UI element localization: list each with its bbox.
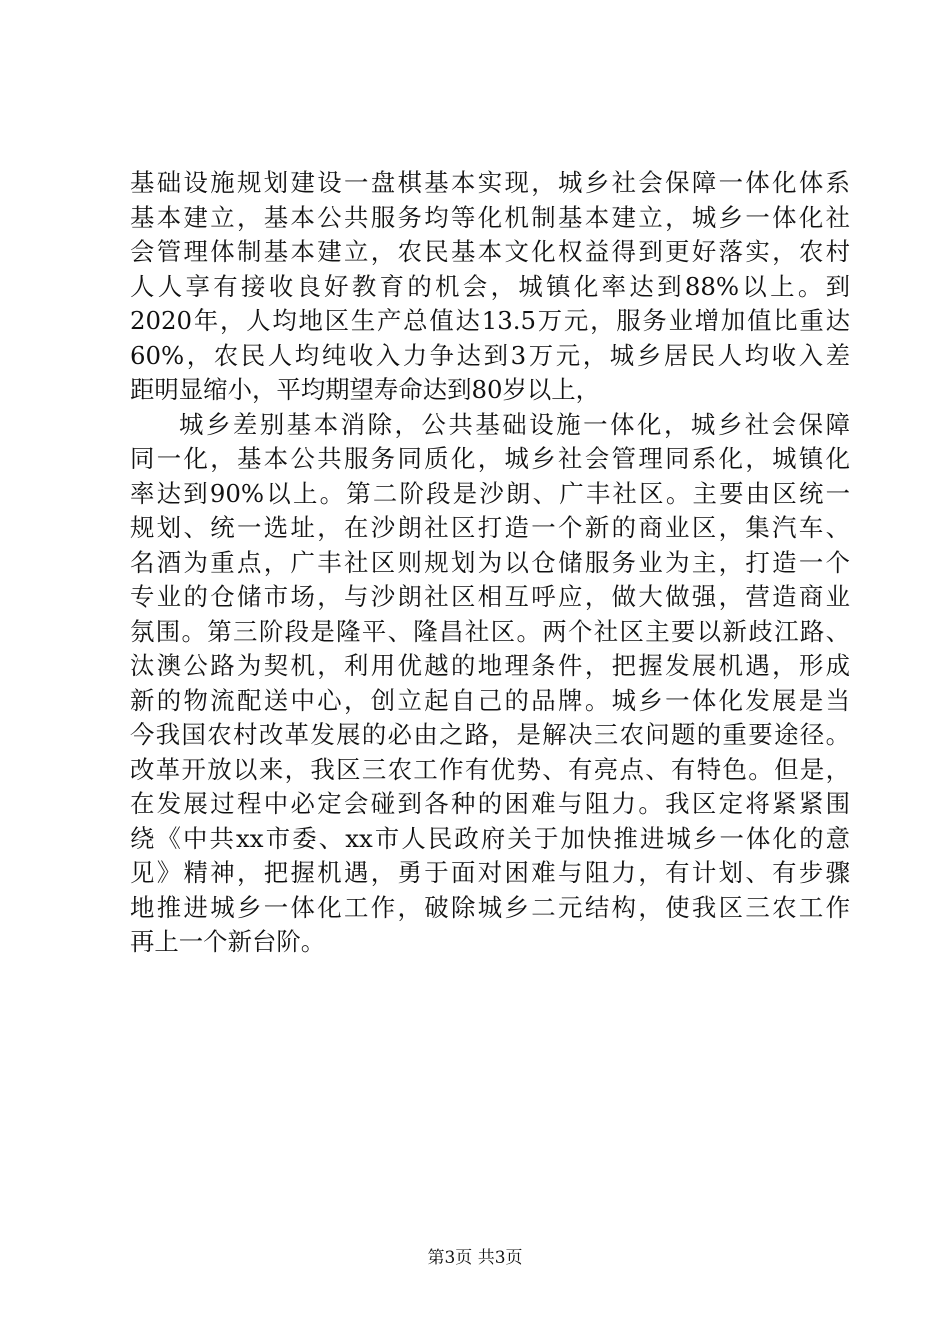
text-line: 距明显缩小，平均期望寿命达到80岁以上， — [130, 375, 601, 404]
text-line: 60%，农民人均纯收入力争达到3万元，城乡居民人均收入差 — [130, 340, 850, 370]
text-line: 绕《中共xx市委、xx市人民政府关于加快推进城乡一体化的意 — [130, 823, 850, 853]
text-line: 见》精神，把握机遇，勇于面对困难与阻力，有计划、有步骤 — [130, 858, 850, 887]
text-line: 基础设施规划建设一盘棋基本实现，城乡社会保障一体化体系 — [130, 168, 850, 197]
text-line: 同一化，基本公共服务同质化，城乡社会管理同系化，城镇化 — [130, 444, 850, 473]
text-line: 名酒为重点，广丰社区则规划为以仓储服务业为主，打造一个 — [130, 547, 850, 577]
text-line: 再上一个新台阶。 — [130, 927, 326, 956]
text-line: 今我国农村改革发展的必由之路，是解决三农问题的重要途径。 — [130, 720, 850, 749]
text-line: 专业的仓储市场，与沙朗社区相互呼应，做大做强，营造商业 — [130, 582, 850, 611]
text-line: 2020年，人均地区生产总值达13.5万元，服务业增加值比重达 — [130, 306, 850, 335]
text-line: 新的物流配送中心，创立起自己的品牌。城乡一体化发展是当 — [130, 685, 850, 715]
text-line: 基本建立，基本公共服务均等化机制基本建立，城乡一体化社 — [130, 202, 850, 232]
text-line: 率达到90%以上。第二阶段是沙朗、广丰社区。主要由区统一 — [130, 478, 850, 508]
text-line: 规划、统一选址，在沙朗社区打造一个新的商业区，集汽车、 — [130, 513, 850, 542]
text-line: 改革开放以来，我区三农工作有优势、有亮点、有特色。但是， — [130, 754, 850, 784]
page-footer: 第3页 共3页 — [427, 1248, 523, 1268]
text-line: 氛围。第三阶段是隆平、隆昌社区。两个社区主要以新歧江路、 — [130, 616, 850, 646]
body-text — [130, 166, 850, 960]
text-line: 地推进城乡一体化工作，破除城乡二元结构，使我区三农工作 — [130, 892, 850, 922]
text-line: 会管理体制基本建立，农民基本文化权益得到更好落实，农村 — [130, 237, 850, 266]
text-line: 汰澳公路为契机，利用优越的地理条件，把握发展机遇，形成 — [130, 651, 850, 680]
text-line: 城乡差别基本消除，公共基础设施一体化，城乡社会保障 — [179, 409, 850, 439]
text-line: 在发展过程中必定会碰到各种的困难与阻力。我区定将紧紧围 — [130, 789, 850, 818]
text-line: 人人享有接收良好教育的机会，城镇化率达到88%以上。到 — [130, 271, 850, 301]
